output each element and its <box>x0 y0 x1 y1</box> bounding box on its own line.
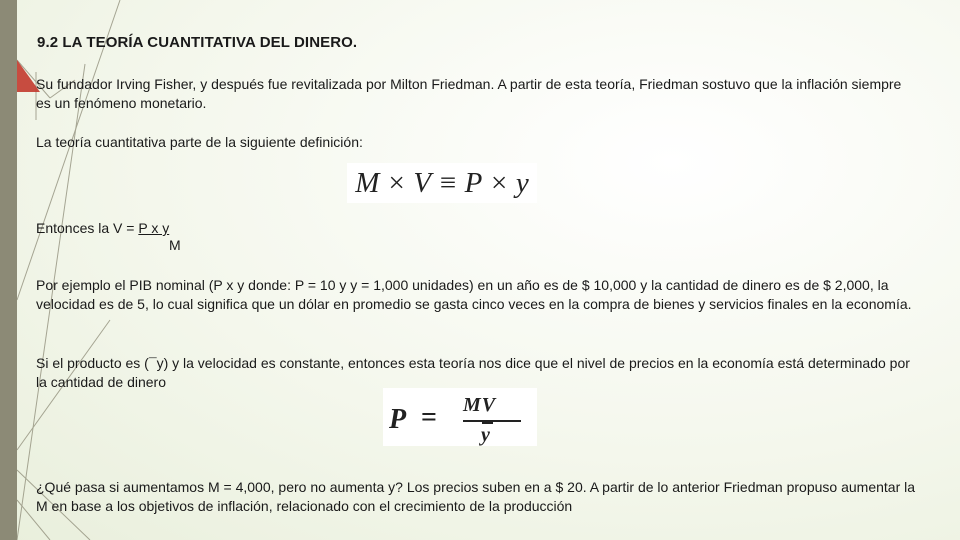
formula-denominator <box>481 424 490 447</box>
velocity-prefix: Entonces la V = <box>36 220 139 236</box>
paragraph-question: ¿Qué pasa si aumentamos M = 4,000, pero no aumenta y? Los precios suben en a $ 20. A partir de lo anterior Friedman propuso aumentar la M en base a los objetivos de inflación, relacionado con el crecimiento de la producción <box>36 479 916 514</box>
formula-equals: = <box>421 402 437 433</box>
formula-lhs: P <box>389 404 407 435</box>
quantity-equation-formula: M × V ≡ P × y <box>347 163 537 203</box>
slide-title: 9.2 LA TEORÍA CUANTITATIVA DEL DINERO. <box>37 34 358 51</box>
paragraph-example: Por ejemplo el PIB nominal (P x y donde: P = 10 y y = 1,000 unidades) en un año es de $ 10,000 y la cantidad de dinero es de $ 2,000, la velocidad es de 5, lo cual significa que un dólar en promedio se gasta cinco veces en la compra de bienes y servicios finales en la economía. <box>36 277 912 312</box>
velocity-numerator: P x y <box>138 220 170 236</box>
price-level-formula <box>383 388 537 446</box>
formula-numerator: MV <box>463 394 497 416</box>
overline-mark <box>482 422 493 424</box>
velocity-denominator: M <box>169 237 181 253</box>
paragraph-price-level: Si el producto es (¯y) y la velocidad es constante, entonces esta teoría nos dice que el nivel de precios en la economía está determinado por la cantidad de dinero <box>36 355 910 390</box>
paragraph-velocity <box>36 219 916 238</box>
formula-denominator-text: y <box>481 424 490 446</box>
paragraph-definition: La teoría cuantitativa parte de la siguiente definición: <box>36 134 363 150</box>
paragraph-intro: Su fundador Irving Fisher, y después fue revitalizada por Milton Friedman. A partir de esta teoría, Friedman sostuvo que la inflación siempre es un fenómeno monetario. <box>36 76 902 111</box>
